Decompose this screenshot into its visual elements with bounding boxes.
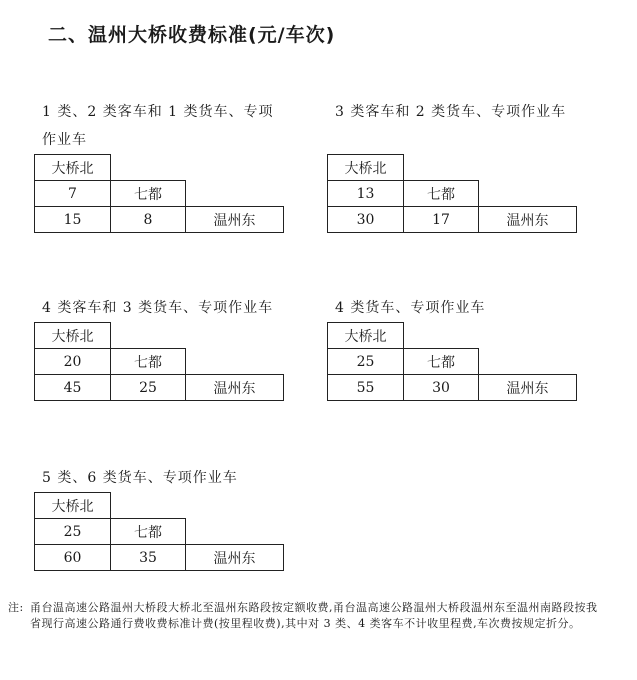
fee-north-to-east: 60 xyxy=(35,545,111,571)
fee-north-to-mid: 20 xyxy=(35,349,111,375)
table-row xyxy=(328,155,577,181)
table-row xyxy=(328,323,577,349)
table-row xyxy=(35,545,284,571)
table-row xyxy=(35,181,284,207)
station-mid-cell: 七都 xyxy=(404,181,479,207)
fee-table xyxy=(34,322,284,401)
fee-mid-to-east: 30 xyxy=(404,375,479,401)
table-row xyxy=(328,207,577,233)
table-row xyxy=(35,349,284,375)
fee-section-class-3-bus xyxy=(327,98,577,233)
footnote xyxy=(8,600,608,632)
table-row xyxy=(35,375,284,401)
station-east-cell: 温州东 xyxy=(479,207,577,233)
section-label: 5 类、6 类货车、专项作业车 xyxy=(42,470,238,486)
station-north-cell: 大桥北 xyxy=(328,323,404,349)
fee-mid-to-east: 25 xyxy=(111,375,186,401)
section-label: 1 类、2 类客车和 1 类货车、专项 xyxy=(42,104,274,120)
fee-section-class-4-bus xyxy=(34,294,284,401)
station-east-cell: 温州东 xyxy=(186,207,284,233)
fee-table xyxy=(327,322,577,401)
fee-table xyxy=(327,154,577,233)
table-row xyxy=(328,349,577,375)
footnote-text: 甬台温高速公路温州大桥段大桥北至温州东路段按定额收费,甬台温高速公路温州大桥段温州东至温州南路段按我省现行高速公路通行费收费标准计费(按里程收费),其中对 3 类、4 类客车不计收里程费,车次费按规定折分。 xyxy=(30,601,598,630)
station-north-cell: 大桥北 xyxy=(35,323,111,349)
fee-north-to-east: 15 xyxy=(35,207,111,233)
fee-table xyxy=(34,492,284,571)
table-row xyxy=(328,375,577,401)
section-label-line2: 作业车 xyxy=(42,132,87,148)
fee-north-to-mid: 13 xyxy=(328,181,404,207)
section-label: 4 类客车和 3 类货车、专项作业车 xyxy=(42,300,274,316)
station-mid-cell: 七都 xyxy=(111,519,186,545)
station-east-cell: 温州东 xyxy=(479,375,577,401)
table-row xyxy=(35,155,284,181)
fee-mid-to-east: 8 xyxy=(111,207,186,233)
station-east-cell: 温州东 xyxy=(186,375,284,401)
fee-north-to-east: 55 xyxy=(328,375,404,401)
fee-north-to-mid: 7 xyxy=(35,181,111,207)
fee-mid-to-east: 35 xyxy=(111,545,186,571)
fee-north-to-mid: 25 xyxy=(328,349,404,375)
station-north-cell: 大桥北 xyxy=(35,155,111,181)
fee-north-to-east: 45 xyxy=(35,375,111,401)
station-east-cell: 温州东 xyxy=(186,545,284,571)
table-row xyxy=(35,323,284,349)
table-row xyxy=(35,493,284,519)
fee-table xyxy=(34,154,284,233)
fee-section-class-4-truck xyxy=(327,294,577,401)
fee-north-to-mid: 25 xyxy=(35,519,111,545)
station-mid-cell: 七都 xyxy=(111,181,186,207)
fee-section-class-1-2-bus xyxy=(34,98,284,233)
table-row xyxy=(35,519,284,545)
station-north-cell: 大桥北 xyxy=(328,155,404,181)
fee-mid-to-east: 17 xyxy=(404,207,479,233)
table-row xyxy=(35,207,284,233)
station-mid-cell: 七都 xyxy=(111,349,186,375)
page-title: 二、温州大桥收费标准(元/车次) xyxy=(48,24,336,46)
section-label: 4 类货车、专项作业车 xyxy=(335,300,486,316)
table-row xyxy=(328,181,577,207)
station-north-cell: 大桥北 xyxy=(35,493,111,519)
fee-north-to-east: 30 xyxy=(328,207,404,233)
footnote-label: 注: xyxy=(8,601,24,614)
station-mid-cell: 七都 xyxy=(404,349,479,375)
fee-section-class-5-6-truck xyxy=(34,464,284,571)
section-label: 3 类客车和 2 类货车、专项作业车 xyxy=(335,104,567,120)
